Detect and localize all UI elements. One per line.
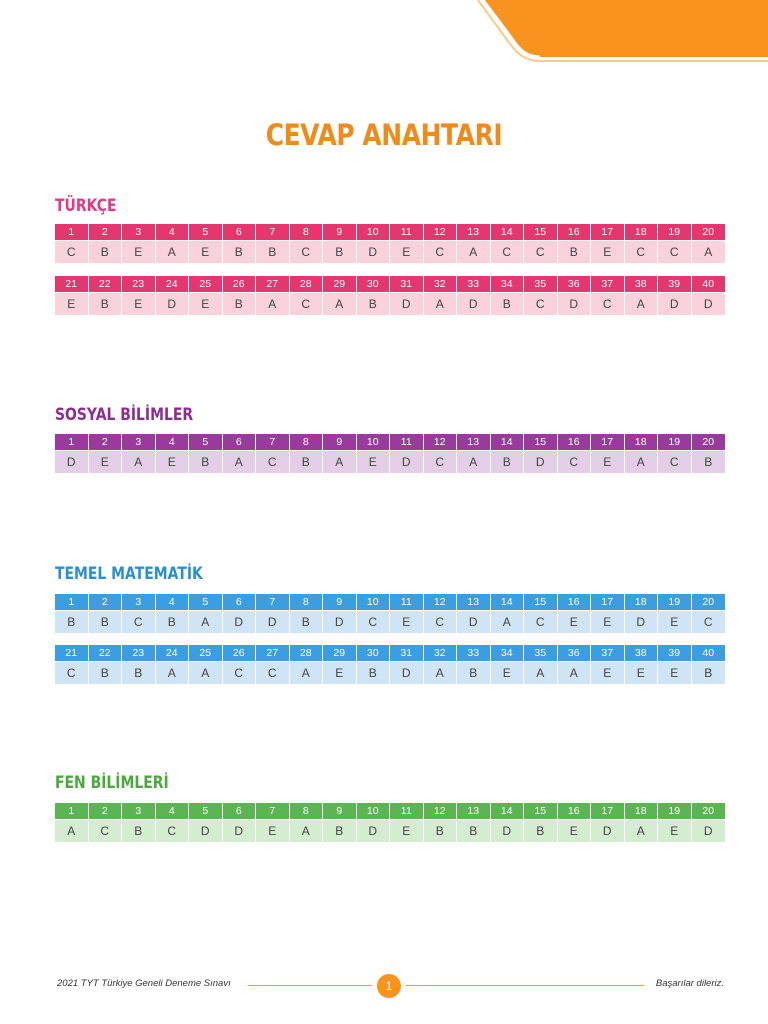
answer-cell: D <box>223 819 257 842</box>
question-number-cell: 13 <box>457 594 491 610</box>
question-number-cell: 38 <box>625 276 659 292</box>
answer-cell: B <box>323 240 357 263</box>
question-number-cell: 5 <box>189 434 223 450</box>
answer-cell: A <box>156 661 190 684</box>
question-number-cell: 9 <box>323 594 357 610</box>
answer-table-matematik-21-40 <box>55 645 725 684</box>
question-number-cell: 11 <box>390 594 424 610</box>
question-number-cell: 2 <box>89 803 123 819</box>
question-number-cell: 6 <box>223 434 257 450</box>
question-number-cell: 23 <box>122 276 156 292</box>
answer-cell: E <box>122 292 156 315</box>
answer-cell: D <box>223 610 257 633</box>
question-number-row <box>55 434 725 450</box>
answer-cell: C <box>290 292 324 315</box>
answer-cell: C <box>55 661 89 684</box>
answer-cell: B <box>457 661 491 684</box>
question-number-cell: 21 <box>55 645 89 661</box>
question-number-cell: 20 <box>692 224 726 240</box>
question-number-cell: 18 <box>625 224 659 240</box>
question-number-row <box>55 224 725 240</box>
question-number-cell: 37 <box>591 645 625 661</box>
question-number-cell: 9 <box>323 434 357 450</box>
question-number-cell: 9 <box>323 224 357 240</box>
question-number-cell: 33 <box>457 276 491 292</box>
question-number-cell: 3 <box>122 434 156 450</box>
answer-table-fen-1-20 <box>55 803 725 842</box>
question-number-cell: 39 <box>658 276 692 292</box>
question-number-cell: 4 <box>156 224 190 240</box>
answer-cell: E <box>390 610 424 633</box>
answer-cell: E <box>558 819 592 842</box>
question-number-cell: 12 <box>424 594 458 610</box>
question-number-cell: 21 <box>55 276 89 292</box>
question-number-cell: 1 <box>55 594 89 610</box>
answer-row <box>55 450 725 473</box>
answer-row <box>55 610 725 633</box>
question-number-cell: 6 <box>223 224 257 240</box>
answer-cell: A <box>524 661 558 684</box>
answer-cell: B <box>491 292 525 315</box>
answer-cell: B <box>256 240 290 263</box>
question-number-cell: 30 <box>357 276 391 292</box>
question-number-cell: 16 <box>558 434 592 450</box>
answer-cell: E <box>122 240 156 263</box>
answer-cell: A <box>424 292 458 315</box>
question-number-cell: 3 <box>122 803 156 819</box>
question-number-cell: 17 <box>591 224 625 240</box>
answer-cell: A <box>323 450 357 473</box>
answer-cell: D <box>491 819 525 842</box>
question-number-cell: 34 <box>491 645 525 661</box>
question-number-cell: 15 <box>524 224 558 240</box>
question-number-cell: 8 <box>290 434 324 450</box>
question-number-cell: 18 <box>625 434 659 450</box>
question-number-cell: 24 <box>156 276 190 292</box>
question-number-cell: 14 <box>491 803 525 819</box>
question-number-cell: 40 <box>692 645 726 661</box>
question-number-cell: 33 <box>457 645 491 661</box>
top-orange-band <box>0 0 768 62</box>
question-number-cell: 31 <box>390 645 424 661</box>
question-number-cell: 3 <box>122 594 156 610</box>
answer-cell: B <box>223 240 257 263</box>
question-number-cell: 8 <box>290 224 324 240</box>
answer-table-matematik-1-20 <box>55 594 725 633</box>
question-number-cell: 27 <box>256 645 290 661</box>
answer-cell: D <box>457 610 491 633</box>
answer-cell: B <box>89 661 123 684</box>
question-number-cell: 17 <box>591 434 625 450</box>
answer-cell: A <box>122 450 156 473</box>
question-number-cell: 7 <box>256 224 290 240</box>
answer-cell: E <box>658 819 692 842</box>
answer-cell: A <box>692 240 726 263</box>
answer-cell: C <box>256 450 290 473</box>
answer-cell: C <box>692 610 726 633</box>
question-number-cell: 32 <box>424 645 458 661</box>
answer-cell: D <box>692 292 726 315</box>
question-number-cell: 29 <box>323 645 357 661</box>
answer-cell: E <box>390 819 424 842</box>
question-number-cell: 20 <box>692 594 726 610</box>
footer-greeting: Başarılar dileriz. <box>655 978 724 989</box>
answer-cell: A <box>223 450 257 473</box>
question-number-cell: 15 <box>524 803 558 819</box>
answer-cell: E <box>55 292 89 315</box>
answer-cell: D <box>558 292 592 315</box>
answer-cell: C <box>491 240 525 263</box>
answer-cell: E <box>156 450 190 473</box>
answer-cell: A <box>290 819 324 842</box>
question-number-cell: 38 <box>625 645 659 661</box>
answer-cell: B <box>692 661 726 684</box>
answer-cell: B <box>156 610 190 633</box>
answer-cell: B <box>692 450 726 473</box>
footer-divider-left <box>248 985 372 986</box>
question-number-cell: 11 <box>390 224 424 240</box>
question-number-cell: 2 <box>89 594 123 610</box>
answer-cell: A <box>290 661 324 684</box>
answer-cell: D <box>156 292 190 315</box>
question-number-cell: 28 <box>290 645 324 661</box>
answer-cell: E <box>591 610 625 633</box>
answer-cell: A <box>156 240 190 263</box>
question-number-cell: 25 <box>189 276 223 292</box>
question-number-cell: 10 <box>357 803 391 819</box>
question-number-cell: 1 <box>55 224 89 240</box>
question-number-cell: 6 <box>223 594 257 610</box>
answer-table-turkce-1-20 <box>55 224 725 263</box>
question-number-cell: 35 <box>524 645 558 661</box>
question-number-cell: 5 <box>189 594 223 610</box>
answer-cell: C <box>625 240 659 263</box>
question-number-cell: 20 <box>692 803 726 819</box>
question-number-cell: 19 <box>658 803 692 819</box>
answer-cell: E <box>189 240 223 263</box>
question-number-cell: 4 <box>156 434 190 450</box>
answer-cell: D <box>55 450 89 473</box>
footer-exam-name: 2021 TYT Türkiye Geneli Deneme Sınavı <box>57 978 231 989</box>
question-number-cell: 37 <box>591 276 625 292</box>
question-number-cell: 13 <box>457 803 491 819</box>
answer-cell: B <box>89 610 123 633</box>
question-number-cell: 7 <box>256 594 290 610</box>
answer-cell: D <box>692 819 726 842</box>
answer-cell: E <box>658 661 692 684</box>
question-number-cell: 19 <box>658 594 692 610</box>
answer-cell: A <box>189 610 223 633</box>
question-number-cell: 15 <box>524 594 558 610</box>
question-number-cell: 6 <box>223 803 257 819</box>
question-number-cell: 26 <box>223 645 257 661</box>
question-number-cell: 12 <box>424 803 458 819</box>
answer-cell: B <box>89 240 123 263</box>
answer-cell: E <box>357 450 391 473</box>
question-number-cell: 8 <box>290 803 324 819</box>
question-number-cell: 30 <box>357 645 391 661</box>
answer-cell: C <box>424 240 458 263</box>
answer-cell: E <box>591 661 625 684</box>
question-number-cell: 2 <box>89 224 123 240</box>
question-number-cell: 15 <box>524 434 558 450</box>
question-number-cell: 7 <box>256 803 290 819</box>
question-number-cell: 5 <box>189 803 223 819</box>
question-number-cell: 4 <box>156 594 190 610</box>
answer-cell: E <box>323 661 357 684</box>
answer-cell: C <box>424 450 458 473</box>
answer-row <box>55 819 725 842</box>
question-number-cell: 16 <box>558 594 592 610</box>
answer-cell: E <box>625 661 659 684</box>
question-number-cell: 10 <box>357 434 391 450</box>
question-number-cell: 22 <box>89 645 123 661</box>
answer-cell: D <box>390 661 424 684</box>
question-number-cell: 29 <box>323 276 357 292</box>
question-number-cell: 8 <box>290 594 324 610</box>
answer-cell: D <box>524 450 558 473</box>
question-number-row <box>55 276 725 292</box>
answer-cell: B <box>189 450 223 473</box>
answer-cell: B <box>122 661 156 684</box>
section-title-turkce: TÜRKÇE <box>55 196 117 216</box>
question-number-cell: 12 <box>424 434 458 450</box>
question-number-cell: 7 <box>256 434 290 450</box>
answer-cell: C <box>658 240 692 263</box>
answer-cell: C <box>524 610 558 633</box>
answer-cell: E <box>558 610 592 633</box>
answer-cell: A <box>189 661 223 684</box>
answer-cell: C <box>290 240 324 263</box>
answer-cell: E <box>390 240 424 263</box>
question-number-cell: 22 <box>89 276 123 292</box>
answer-cell: D <box>357 819 391 842</box>
question-number-cell: 5 <box>189 224 223 240</box>
question-number-cell: 13 <box>457 224 491 240</box>
answer-cell: E <box>189 292 223 315</box>
answer-cell: D <box>591 819 625 842</box>
question-number-cell: 19 <box>658 434 692 450</box>
answer-cell: A <box>55 819 89 842</box>
question-number-cell: 20 <box>692 434 726 450</box>
answer-cell: B <box>558 240 592 263</box>
answer-cell: B <box>457 819 491 842</box>
question-number-row <box>55 594 725 610</box>
answer-row <box>55 292 725 315</box>
question-number-cell: 14 <box>491 594 525 610</box>
answer-cell: A <box>323 292 357 315</box>
question-number-cell: 17 <box>591 594 625 610</box>
answer-cell: C <box>658 450 692 473</box>
answer-cell: B <box>357 661 391 684</box>
answer-cell: C <box>424 610 458 633</box>
section-title-sosyal: SOSYAL BİLİMLER <box>55 405 194 425</box>
answer-cell: B <box>290 610 324 633</box>
answer-table-turkce-21-40 <box>55 276 725 315</box>
answer-cell: E <box>591 450 625 473</box>
question-number-cell: 27 <box>256 276 290 292</box>
answer-cell: B <box>491 450 525 473</box>
answer-cell: C <box>89 819 123 842</box>
question-number-cell: 17 <box>591 803 625 819</box>
answer-cell: E <box>256 819 290 842</box>
question-number-cell: 3 <box>122 224 156 240</box>
answer-cell: D <box>323 610 357 633</box>
question-number-row <box>55 645 725 661</box>
answer-cell: B <box>357 292 391 315</box>
question-number-cell: 34 <box>491 276 525 292</box>
question-number-cell: 23 <box>122 645 156 661</box>
question-number-cell: 36 <box>558 276 592 292</box>
question-number-cell: 36 <box>558 645 592 661</box>
answer-cell: D <box>189 819 223 842</box>
answer-cell: A <box>625 450 659 473</box>
answer-cell: A <box>625 819 659 842</box>
question-number-cell: 35 <box>524 276 558 292</box>
answer-cell: B <box>290 450 324 473</box>
question-number-cell: 25 <box>189 645 223 661</box>
answer-cell: B <box>424 819 458 842</box>
answer-cell: A <box>457 450 491 473</box>
answer-cell: E <box>89 450 123 473</box>
answer-cell: A <box>256 292 290 315</box>
answer-cell: D <box>390 450 424 473</box>
question-number-cell: 18 <box>625 594 659 610</box>
question-number-cell: 14 <box>491 224 525 240</box>
question-number-cell: 13 <box>457 434 491 450</box>
question-number-cell: 31 <box>390 276 424 292</box>
answer-cell: E <box>491 661 525 684</box>
answer-cell: C <box>55 240 89 263</box>
question-number-cell: 40 <box>692 276 726 292</box>
answer-row <box>55 240 725 263</box>
answer-cell: A <box>457 240 491 263</box>
question-number-row <box>55 803 725 819</box>
answer-cell: D <box>457 292 491 315</box>
question-number-cell: 39 <box>658 645 692 661</box>
answer-cell: C <box>524 292 558 315</box>
answer-cell: D <box>658 292 692 315</box>
section-title-fen: FEN BİLİMLERİ <box>55 773 169 793</box>
page-title: CEVAP ANAHTARI <box>265 118 503 152</box>
answer-cell: C <box>256 661 290 684</box>
question-number-cell: 1 <box>55 434 89 450</box>
answer-cell: B <box>323 819 357 842</box>
question-number-cell: 32 <box>424 276 458 292</box>
answer-cell: C <box>357 610 391 633</box>
question-number-cell: 11 <box>390 803 424 819</box>
answer-table-sosyal-1-20 <box>55 434 725 473</box>
answer-cell: B <box>223 292 257 315</box>
answer-cell: D <box>625 610 659 633</box>
question-number-cell: 10 <box>357 594 391 610</box>
answer-cell: B <box>89 292 123 315</box>
question-number-cell: 9 <box>323 803 357 819</box>
question-number-cell: 4 <box>156 803 190 819</box>
question-number-cell: 18 <box>625 803 659 819</box>
answer-cell: C <box>156 819 190 842</box>
answer-cell: C <box>591 292 625 315</box>
page-number-badge: 1 <box>377 974 401 998</box>
question-number-cell: 16 <box>558 803 592 819</box>
question-number-cell: 1 <box>55 803 89 819</box>
answer-cell: B <box>524 819 558 842</box>
answer-cell: D <box>390 292 424 315</box>
answer-cell: A <box>558 661 592 684</box>
answer-cell: E <box>591 240 625 263</box>
question-number-cell: 24 <box>156 645 190 661</box>
question-number-cell: 28 <box>290 276 324 292</box>
answer-cell: E <box>658 610 692 633</box>
answer-cell: A <box>625 292 659 315</box>
question-number-cell: 16 <box>558 224 592 240</box>
question-number-cell: 2 <box>89 434 123 450</box>
answer-cell: D <box>357 240 391 263</box>
question-number-cell: 26 <box>223 276 257 292</box>
answer-cell: B <box>55 610 89 633</box>
answer-cell: C <box>558 450 592 473</box>
question-number-cell: 14 <box>491 434 525 450</box>
section-title-matematik: TEMEL MATEMATİK <box>55 564 203 584</box>
answer-cell: C <box>223 661 257 684</box>
question-number-cell: 10 <box>357 224 391 240</box>
footer-divider-right <box>406 985 644 986</box>
answer-cell: D <box>256 610 290 633</box>
answer-cell: B <box>122 819 156 842</box>
question-number-cell: 12 <box>424 224 458 240</box>
answer-cell: A <box>491 610 525 633</box>
answer-cell: C <box>122 610 156 633</box>
answer-cell: A <box>424 661 458 684</box>
question-number-cell: 11 <box>390 434 424 450</box>
answer-row <box>55 661 725 684</box>
answer-cell: C <box>524 240 558 263</box>
question-number-cell: 19 <box>658 224 692 240</box>
